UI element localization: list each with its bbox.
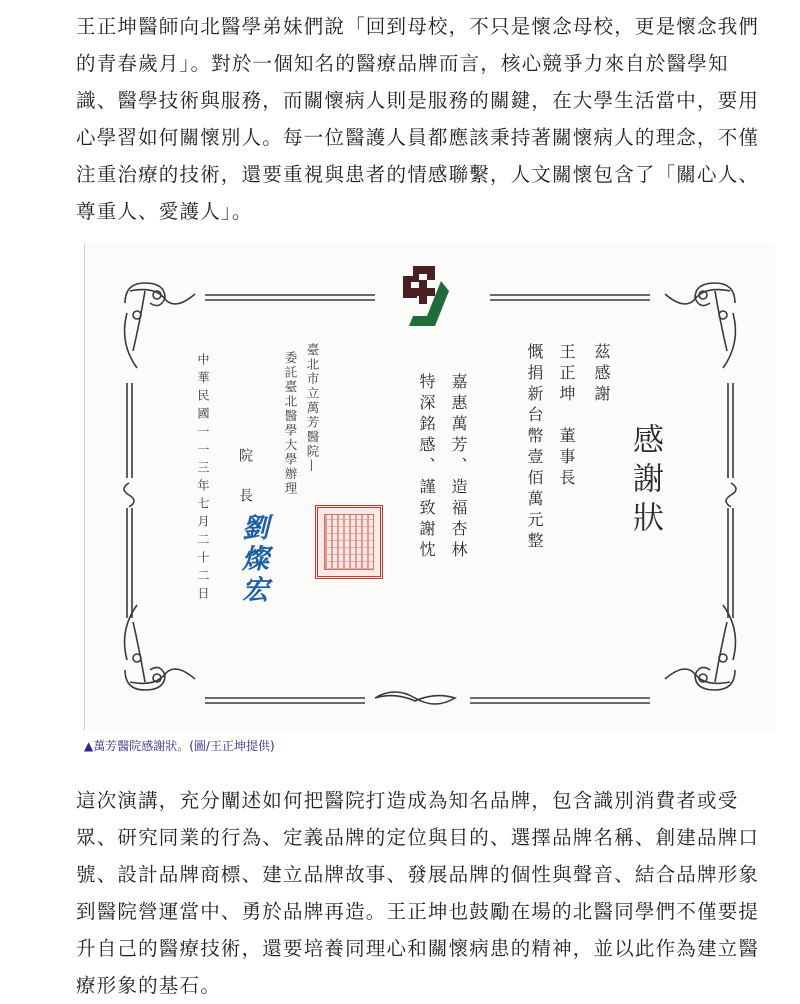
certificate-signature: 劉燦宏	[237, 513, 268, 606]
certificate-line-5: 特深銘感、謹致謝忱	[417, 373, 436, 562]
hospital-logo-icon	[393, 261, 463, 331]
certificate-signer-title: 院 長	[237, 448, 253, 508]
figure-caption: ▲萬芳醫院感謝狀。(圖/王正坤提供)	[84, 739, 275, 753]
article-paragraph-1: 王正坤醫師向北醫學弟妹們說「回到母校，不只是懷念母校，更是懷念我們的青春歲月」。對於一個知名的醫療品牌而言，核心競爭力來自於醫學知識、醫學技術與服務，而關懷病人則是服務的關鍵，在大學生活當中，要用心學習如何關懷別人。每一位醫護人員都應該秉持著關懷病人的理念，不僅注重治療的技術，還要重視與患者的情感聯繫，人文關懷包含了「關心人、尊重人、愛護人」。	[76, 15, 760, 223]
official-seal-icon	[315, 505, 383, 579]
certificate-hospital-operator: 委託臺北醫學大學辦理	[283, 351, 298, 496]
certificate-figure	[84, 243, 775, 730]
certificate-line-3: 慨捐新台幣壹佰萬元整	[525, 343, 544, 553]
certificate-date: 中華民國一一三年七月二十二日	[196, 353, 210, 605]
certificate-line-2: 王正坤 董事長	[557, 343, 576, 490]
certificate-line-1: 茲感謝	[592, 343, 611, 406]
certificate-line-4: 嘉惠萬芳、造福杏林	[449, 373, 468, 562]
certificate-hospital-name: 臺北市立萬芳醫院—	[305, 343, 320, 474]
article-paragraph-2: 這次演講，充分闡述如何把醫院打造成為知名品牌，包含識別消費者或受眾、研究同業的行為、定義品牌的定位與目的、選擇品牌名稱、創建品牌口號、設計品牌商標、建立品牌故事、發展品牌的個性與聲音、結合品牌形象到醫院營運當中、勇於品牌再造。王正坤也鼓勵在場的北醫同學們不僅要提升自己的醫療技術，還要培養同理心和關懷病患的精神，並以此作為建立醫療形象的基石。	[76, 789, 760, 997]
certificate-title: 感謝狀	[627, 423, 663, 540]
certificate	[85, 243, 775, 730]
